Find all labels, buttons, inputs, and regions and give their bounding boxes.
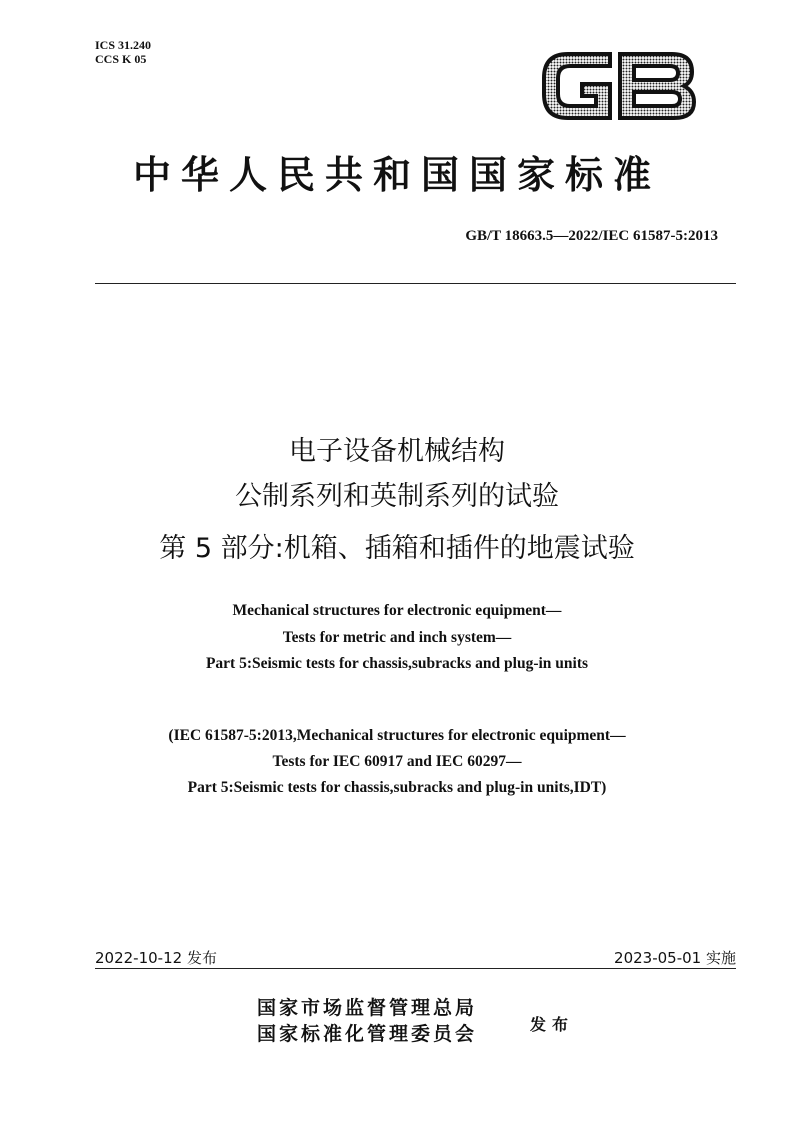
ics-code: ICS 31.240 [95, 38, 152, 52]
english-title-line-2: Tests for metric and inch system— [282, 629, 512, 646]
issuer-sac: 国家标准化管理委员会 [257, 1023, 478, 1045]
chinese-title-line-1: 电子设备机械结构 [289, 436, 505, 467]
header-divider [95, 283, 736, 284]
implement-date: 2023-05-01 实施 [614, 949, 736, 967]
equivalence-line-3: Part 5:Seismic tests for chassis,subracks and plug-in units,IDT) [187, 779, 607, 796]
chinese-title-line-3: 第 5 部分:机箱、插箱和插件的地震试验 [159, 533, 635, 564]
issue-label: 发布 [530, 1015, 575, 1034]
standard-type-title: 中华人民共和国国家标准 [132, 152, 661, 197]
issuing-organizations [257, 995, 477, 1047]
english-title-line-3: Part 5:Seismic tests for chassis,subracks and plug-in units [205, 655, 589, 672]
equivalence-line-1: (IEC 61587-5:2013,Mechanical structures for electronic equipment— [168, 727, 626, 744]
chinese-title-line-2: 公制系列和英制系列的试验 [235, 481, 559, 512]
issue-date: 2022-10-12 发布 [95, 949, 217, 967]
gb-logo [538, 46, 698, 126]
standard-number: GB/T 18663.5—2022/IEC 61587-5:2013 [465, 228, 718, 244]
classification-codes [95, 38, 151, 66]
issuer-samr: 国家市场监督管理总局 [257, 997, 478, 1019]
footer-divider [95, 968, 736, 969]
equivalence-line-2: Tests for IEC 60917 and IEC 60297— [272, 753, 522, 770]
ccs-code: CCS K 05 [95, 52, 147, 66]
english-title-line-1: Mechanical structures for electronic equipment— [232, 602, 562, 619]
